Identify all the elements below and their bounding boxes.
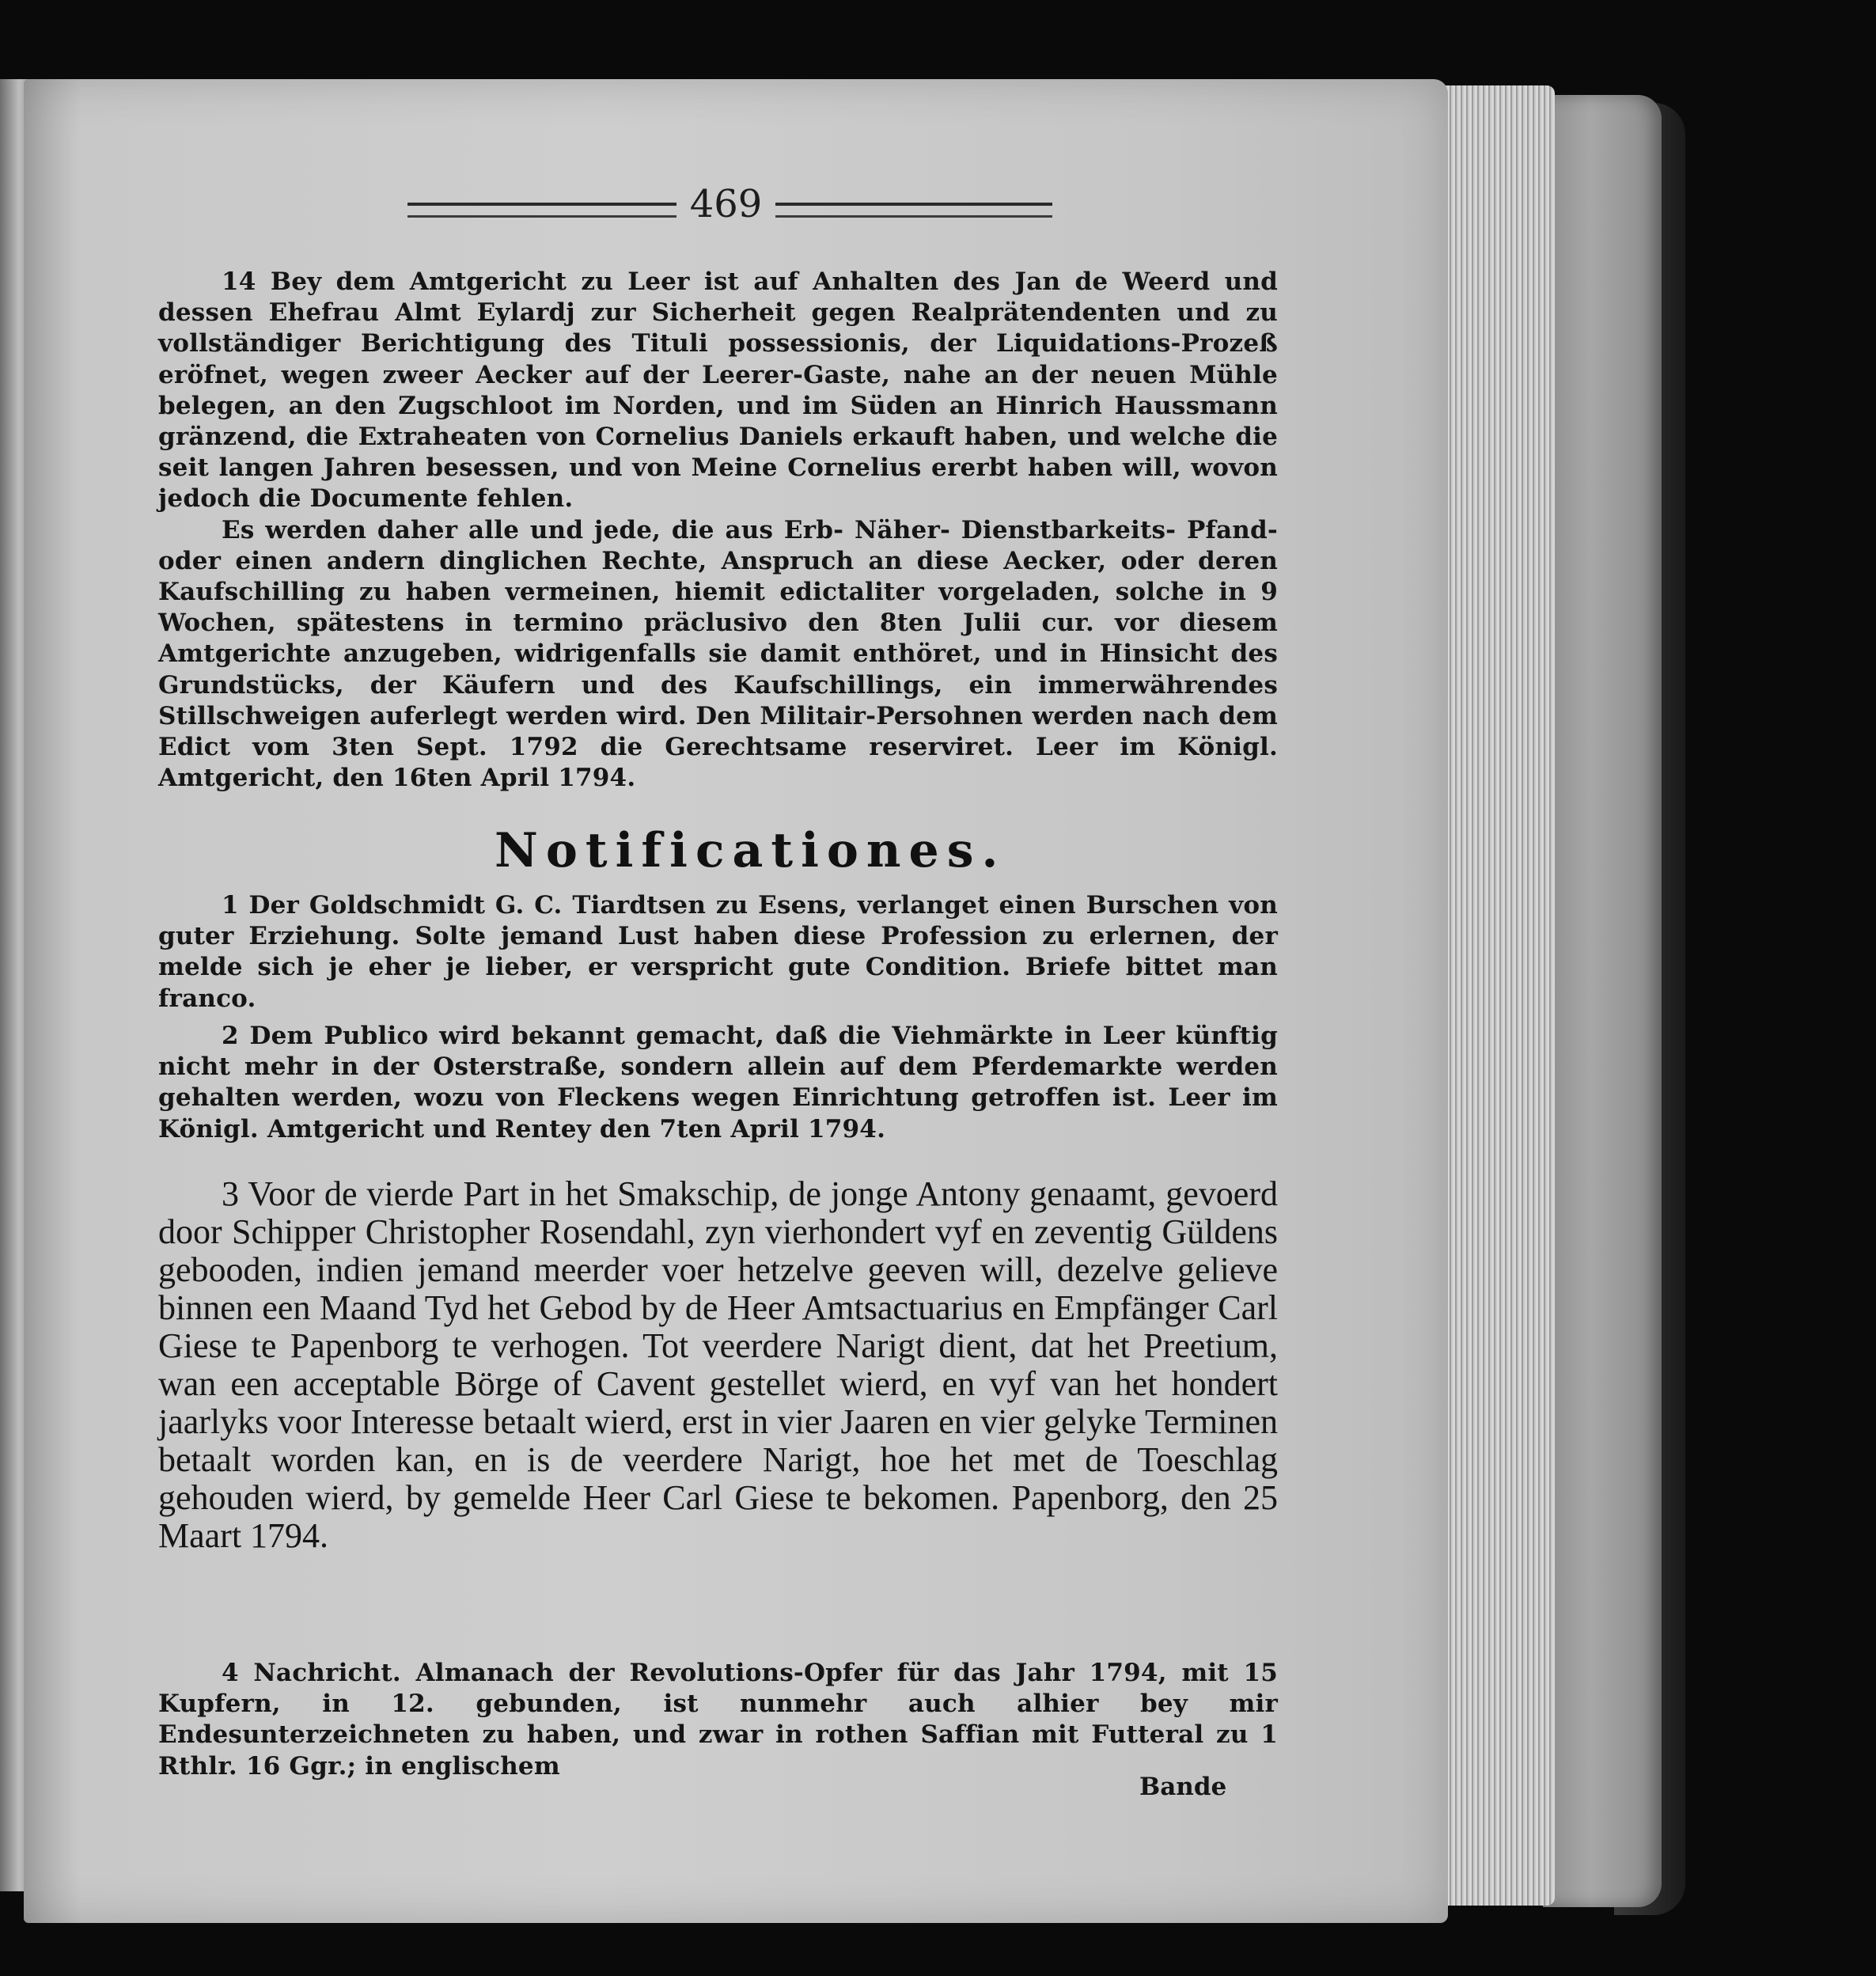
- section-heading: Notificationes.: [495, 823, 1006, 878]
- notice-1: 1 Der Goldschmidt G. C. Tiardtsen zu Esens, verlanget einen Burschen von guter Erziehung. Solte jemand Lust haben diese Profession zu erlernen, der melde sich je eher je lieber, er verspricht gute Condition. Briefe bittet man franco.: [158, 891, 1278, 1013]
- notice-2: 2 Dem Publico wird bekannt gemacht, daß die Viehmärkte in Leer künftig nicht mehr in der Osterstraße, sondern allein auf dem Pferdemarkte werden gehalten werden, wozu von Fleckens wegen Einrichtung getroffen ist. Leer im Königl. Amtgericht und Rentey den 7ten April 1794.: [158, 1022, 1278, 1144]
- page-header: [407, 182, 1143, 229]
- notice-4: 4 Nachricht. Almanach der Revolutions-Opfer für das Jahr 1794, mit 15 Kupfern, in 12. gebunden, ist nunmehr auch alhier bey mir Endesunterzeichneten zu haben, und zwar in rothen Saffian mit Futteral zu 1 Rthlr. 16 Ggr.; in englischem: [158, 1659, 1278, 1781]
- page-number: 469: [689, 182, 763, 226]
- stacked-page-edges: [1436, 85, 1555, 1906]
- notice-14: 14 Bey dem Amtgericht zu Leer ist auf Anhalten des Jan de Weerd und dessen Ehefrau Almt Eylardj zur Sicherheit gegen Realprätendenten und zu vollständiger Berichtigung des Tituli possessionis, der Liquidations-Prozeß eröfnet, wegen zweer Aecker auf der Leerer-Gaste, nahe an der neuen Mühle belegen, an den Zugschloot im Norden, und im Süden an Hinrich Haussmann gränzend, die Extraheaten von Cornelius Daniels erkauft haben, und welche die seit langen Jahren besessen, und von Meine Cornelius ererbt haben will, wovon jedoch die Documente fehlen.: [158, 267, 1278, 514]
- notice-3: 3 Voor de vierde Part in het Smakschip, de jonge Antony genaamt, gevoerd door Schipper Christopher Rosendahl, zyn vierhondert vyf en zeventig Güldens gebooden, indien jemand meerder voer hetzelve geeven will, dezelve gelieve binnen een Maand Tyd het Gebod by de Heer Amtsactuarius en Empfänger Carl Giese te Papenborg te verhogen. Tot veerdere Narigt dient, dat het Preetium, wan een acceptable Börge of Cavent gestellet wierd, en vyf van het hondert jaarlyks voor Interesse betaalt wierd, erst in vier Jaaren en vier gelyke Terminen betaalt worden kan, en is de veerdere Narigt, hoe het met de Toeschlag gehouden wierd, by gemelde Heer Carl Giese te bekomen. Papenborg, den 25 Maart 1794.: [158, 1174, 1278, 1555]
- notice-14-block: [158, 267, 1278, 794]
- notice-14-continuation: Es werden daher alle und jede, die aus Erb- Näher- Dienstbarkeits- Pfand- oder einen andern dinglichen Rechte, Anspruch an diese Aecker, oder deren Kaufschilling zu haben vermeinen, hiemit edictaliter vorgeladen, solche in 9 Wochen, spätestens in termino präclusivo den 8ten Julii cur. vor diesem Amtgerichte anzugeben, widrigenfalls sie damit enthöret, und in Hinsicht des Grundstücks, der Käufern und des Kaufschillings, ein immerwährendes Stillschweigen auferlegt werden wird. Den Militair-Persohnen werden nach dem Edict vom 3ten Sept. 1792 die Gerechtsame reserviret. Leer im Königl. Amtgericht, den 16ten April 1794.: [158, 515, 1278, 793]
- catchword: Bande: [1139, 1773, 1227, 1801]
- notice-2-block: [158, 1021, 1278, 1145]
- book-fore-edge: [1543, 95, 1662, 1907]
- notice-4-block: [158, 1658, 1278, 1782]
- header-rule-left: [407, 203, 676, 218]
- header-rule-right: [775, 203, 1052, 218]
- notice-3-block: [158, 1175, 1278, 1555]
- notice-1-block: [158, 890, 1278, 1015]
